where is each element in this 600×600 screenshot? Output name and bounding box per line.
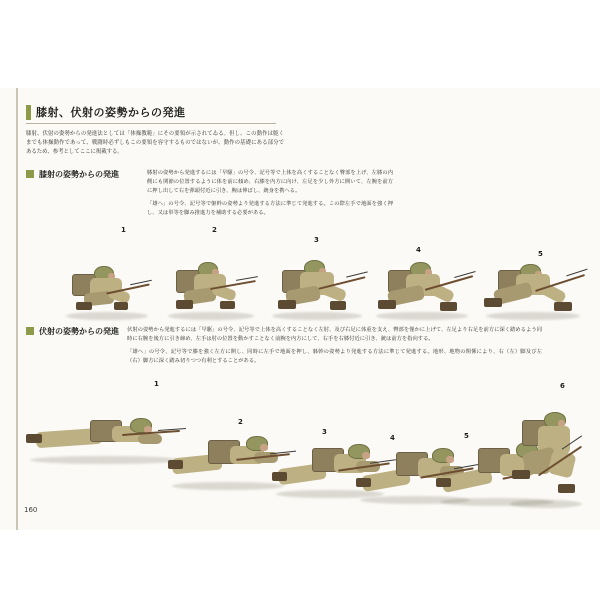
page-sheet (0, 88, 600, 530)
page-number: 160 (24, 506, 38, 514)
prone-paragraph-1: 伏射の姿勢から発進するには「早駆」の号令、記号等で上体を高くすることなく左肘、及び右足に体重を支え、臀部を僅かに上げて、左足より右足を前方に深く踏めるよう同時に右腕を後方に引き締め、左手は肘の位置を動かすことなく前腕を内方にして、右手を右膝付近に引き、銃は前方を指向する。 (127, 326, 542, 342)
page-top-margin (0, 0, 600, 88)
subheading-label: 膝射の姿勢からの発進 (39, 169, 119, 179)
figure-number: 6 (560, 381, 565, 390)
section-accent-bar (26, 105, 31, 120)
subheading-kneeling (26, 169, 582, 218)
page-bottom-margin (0, 530, 600, 600)
figure-number: 4 (416, 245, 421, 254)
figure-soldier (506, 398, 586, 508)
figure-soldier (64, 258, 150, 318)
block-prone (26, 326, 582, 366)
figure-soldier (482, 260, 586, 318)
figure-soldier (168, 418, 288, 490)
figure-number: 1 (154, 379, 159, 388)
figure-number: 5 (538, 249, 543, 258)
kneeling-paragraph-2: 「雄へ」の号令、記号等で躯幹の姿勢より発進する方法に準じて発進する。この際左手で地面を強く押し、又は単等を脚み推進力を補助する必要がある。 (147, 200, 393, 216)
figure-strip-kneeling (26, 222, 582, 318)
section-header (26, 104, 582, 120)
page-title: 膝射、伏射の姿勢からの発進 (36, 106, 186, 119)
figure-number: 1 (121, 225, 126, 234)
figure-number: 5 (464, 431, 469, 440)
prone-paragraph-2: 「雄へ」の号令、記号等で膝を強く左方に開し、同時に左手で地面を押し、躰幹の姿勢より発進する方法に準じて発進する。地形、地物の関係により、右（左）脚及び左（右）脚方に深く踏み切りつつ有利とすることがある。 (127, 348, 542, 364)
subheading-label: 伏射の姿勢からの発進 (39, 326, 119, 336)
page-content (26, 94, 582, 524)
page-left-rule (16, 88, 18, 530)
figure-number: 2 (212, 225, 217, 234)
figure-number: 2 (238, 417, 243, 426)
figure-soldier (166, 256, 258, 318)
figure-number: 3 (322, 427, 327, 436)
block-kneeling (26, 169, 582, 218)
figure-strip-prone (26, 372, 582, 512)
figure-number: 4 (390, 433, 395, 442)
section-intro-text: 膝射、伏射の姿勢からの発進法としては「体操教範」にその要領が示されてゐる。但し、この動作は脆くまでも体操動作であって、戦闘時必ずしもこの要領を容守するものではないが、動作の基礎にある部分であるため、参考としてここに掲載する。 (26, 131, 284, 155)
figure-soldier (374, 256, 474, 318)
square-marker-icon (26, 327, 34, 335)
figure-number: 3 (314, 235, 319, 244)
figure-soldier (270, 252, 366, 318)
figure-soldier (26, 404, 186, 464)
section-divider (26, 123, 276, 124)
kneeling-paragraph-1: 膝射の姿勢から発進するには「早駆」の号令、記号等で上体を高くすることなく臀部を上げ、左膝の内側にも関節の位置するように体を前に傾め、右膝を内方に向け、左足を少し外方に開いて、左腕を前方に押し出して右を弾頭付近に引き、腕は伸ばし、銃身を携へる。 (147, 169, 393, 194)
square-marker-icon (26, 170, 34, 178)
